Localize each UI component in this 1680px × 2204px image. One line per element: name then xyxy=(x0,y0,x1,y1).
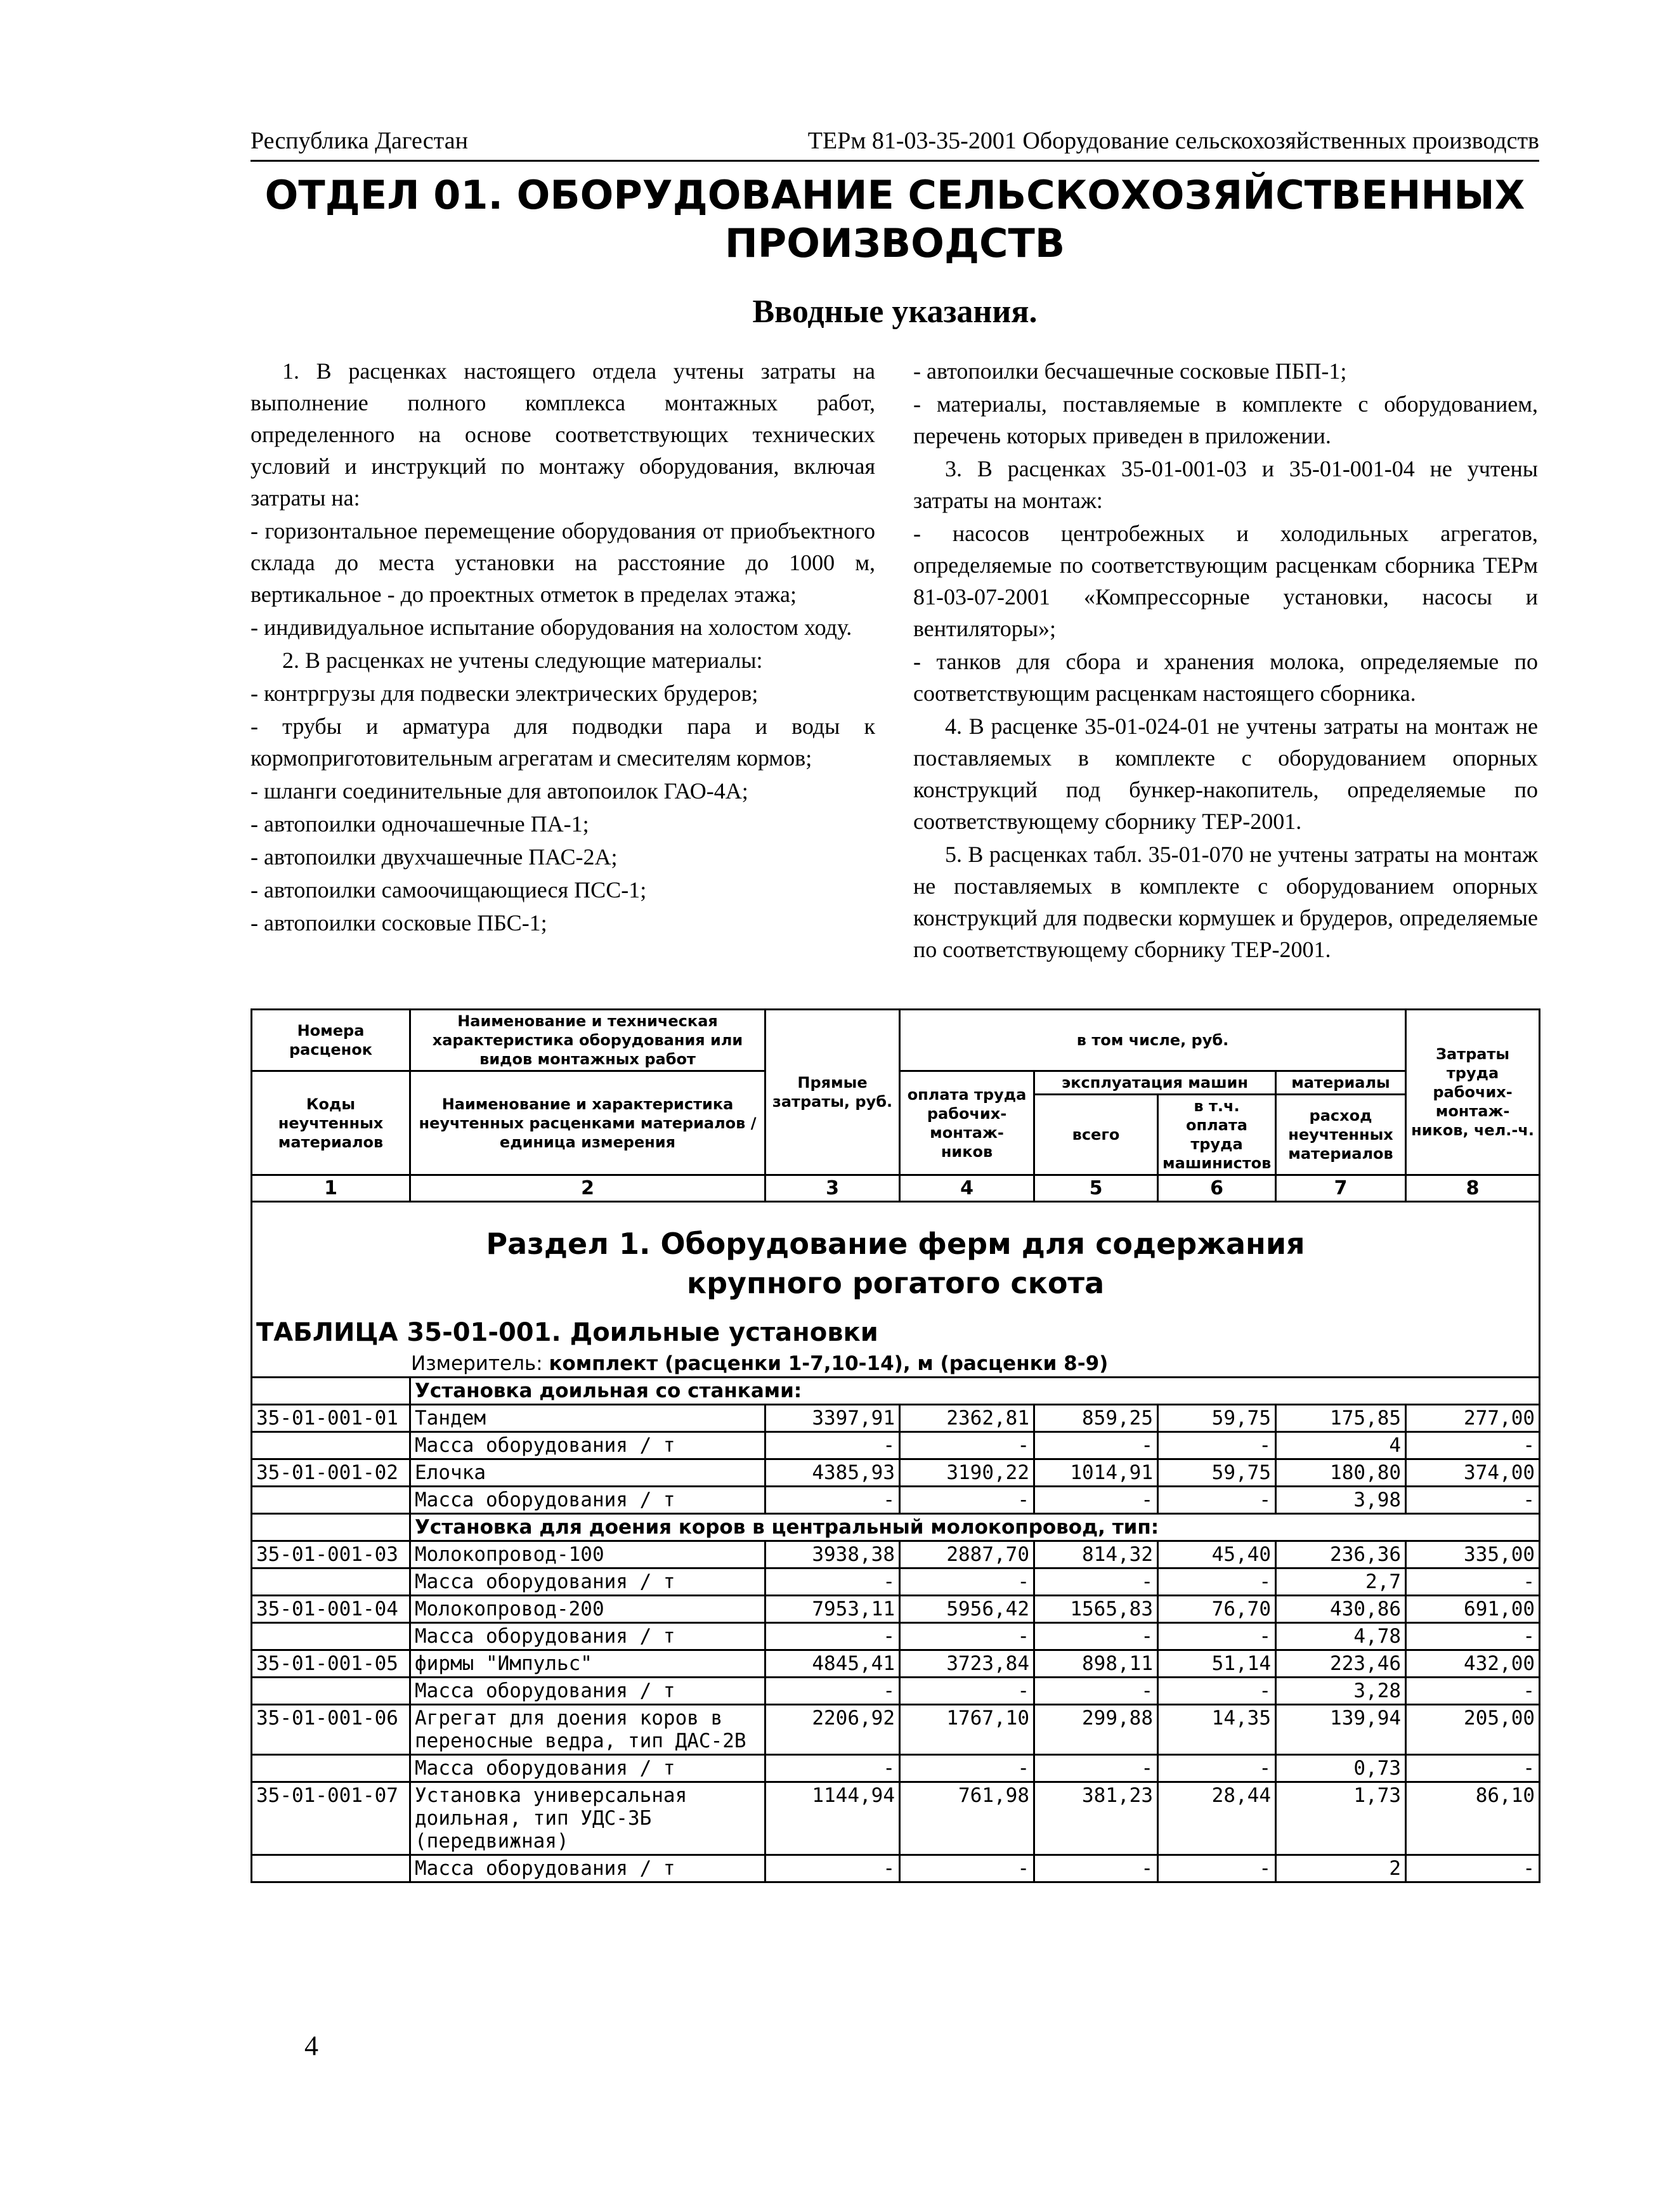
dash: - xyxy=(1034,1678,1158,1705)
measure-value: комплект (расценки 1-7,10-14), м (расценки 8-9) xyxy=(549,1352,1109,1375)
paragraph: 3. В расценках 35-01-001-03 и 35-01-001-04 не учтены затраты на монтаж: xyxy=(913,456,1538,513)
col-number: 8 xyxy=(1406,1175,1540,1202)
paragraph: - контргрузы для подвески электрических брудеров; xyxy=(251,681,759,706)
direct-cost: 4845,41 xyxy=(765,1650,900,1678)
paragraph: 5. В расценках табл. 35-01-070 не учтены затраты на монтаж не поставляемых в комплекте с оборудованием опорных конструкций для подвески кормушек и брудеров, определяемые по соответствующему сборнику ТЕР-2001. xyxy=(913,842,1538,962)
mass-label: Масса оборудования / т xyxy=(410,1432,765,1459)
col-header-including: в том числе, руб. xyxy=(900,1010,1406,1071)
materials-cost: 1,73 xyxy=(1276,1782,1406,1855)
rate-code: 35-01-001-05 xyxy=(252,1650,410,1678)
dash: - xyxy=(1406,1568,1540,1596)
dash: - xyxy=(765,1568,900,1596)
labor-hours: 86,10 xyxy=(1406,1782,1540,1855)
col-header-name: Наименование и техническая характеристика оборудования или видов монтажных работ xyxy=(410,1010,765,1071)
col-number: 1 xyxy=(252,1175,410,1202)
col-header-numbers: Номера расценок xyxy=(252,1010,410,1071)
rates-table xyxy=(251,1008,1540,1883)
rate-code: 35-01-001-02 xyxy=(252,1459,410,1487)
dash: - xyxy=(765,1855,900,1882)
labor-pay: 1767,10 xyxy=(900,1705,1034,1755)
mass-value: 0,73 xyxy=(1276,1755,1406,1782)
labor-hours: 335,00 xyxy=(1406,1541,1540,1568)
labor-hours: 205,00 xyxy=(1406,1705,1540,1755)
mass-value: 4 xyxy=(1276,1432,1406,1459)
dash: - xyxy=(1158,1678,1276,1705)
machinist-pay: 14,35 xyxy=(1158,1705,1276,1755)
running-header xyxy=(251,122,1539,162)
col-header-materials: материалы xyxy=(1276,1071,1406,1095)
mass-label: Масса оборудования / т xyxy=(410,1623,765,1650)
paragraph: - автопоилки самоочищающиеся ПСС-1; xyxy=(251,877,647,903)
dash: - xyxy=(900,1432,1034,1459)
col-number: 6 xyxy=(1158,1175,1276,1202)
title-line-2: ПРОИЗВОДСТВ xyxy=(724,220,1065,266)
dash: - xyxy=(1406,1755,1540,1782)
direct-cost: 4385,93 xyxy=(765,1459,900,1487)
dash: - xyxy=(1034,1568,1158,1596)
machinist-pay: 45,40 xyxy=(1158,1541,1276,1568)
labor-hours: 691,00 xyxy=(1406,1596,1540,1623)
mass-label: Масса оборудования / т xyxy=(410,1487,765,1514)
paragraph: - индивидуальное испытание оборудования на холостом ходу. xyxy=(251,615,852,640)
introduction-right-column xyxy=(913,355,1538,967)
dash: - xyxy=(900,1487,1034,1514)
dash: - xyxy=(1158,1755,1276,1782)
dash: - xyxy=(765,1678,900,1705)
direct-cost: 3938,38 xyxy=(765,1541,900,1568)
empty-cell xyxy=(252,1514,410,1541)
mass-value: 2 xyxy=(1276,1855,1406,1882)
mass-value: 3,28 xyxy=(1276,1678,1406,1705)
col-header-codes: Коды неучтенных материалов xyxy=(252,1071,410,1175)
dash: - xyxy=(765,1755,900,1782)
machine-cost: 299,88 xyxy=(1034,1705,1158,1755)
machinist-pay: 28,44 xyxy=(1158,1782,1276,1855)
page-title xyxy=(251,171,1539,268)
header-document-code: ТЕРм 81-03-35-2001 Оборудование сельскохозяйственных производств xyxy=(807,127,1539,154)
direct-cost: 1144,94 xyxy=(765,1782,900,1855)
machine-cost: 1014,91 xyxy=(1034,1459,1158,1487)
dash: - xyxy=(900,1855,1034,1882)
rate-name: фирмы "Импульс" xyxy=(410,1650,765,1678)
labor-pay: 3723,84 xyxy=(900,1650,1034,1678)
mass-label: Масса оборудования / т xyxy=(410,1678,765,1705)
direct-cost: 3397,91 xyxy=(765,1405,900,1432)
empty-cell xyxy=(252,1378,410,1405)
machinist-pay: 59,75 xyxy=(1158,1405,1276,1432)
section-title xyxy=(252,1202,1540,1305)
machine-cost: 859,25 xyxy=(1034,1405,1158,1432)
empty-cell xyxy=(252,1568,410,1596)
col-header-direct: Прямые затраты, руб. xyxy=(765,1010,900,1175)
dash: - xyxy=(1158,1432,1276,1459)
dash: - xyxy=(765,1432,900,1459)
measure-line xyxy=(252,1351,1540,1378)
dash: - xyxy=(900,1755,1034,1782)
mass-value: 3,98 xyxy=(1276,1487,1406,1514)
materials-cost: 223,46 xyxy=(1276,1650,1406,1678)
labor-pay: 5956,42 xyxy=(900,1596,1034,1623)
title-line-1: ОТДЕЛ 01. ОБОРУДОВАНИЕ СЕЛЬСКОХОЗЯЙСТВЕННЫХ xyxy=(264,172,1525,218)
col-header-labor: Затраты труда рабочих-монтаж-ников, чел.-ч. xyxy=(1406,1010,1540,1175)
dash: - xyxy=(1158,1568,1276,1596)
mass-label: Масса оборудования / т xyxy=(410,1755,765,1782)
dash: - xyxy=(900,1568,1034,1596)
paragraph: 4. В расценке 35-01-024-01 не учтены затраты на монтаж не поставляемых в комплекте с оборудованием опорных конструкций под бункер-накопитель, определяемые по соответствующему сборнику ТЕР-2001. xyxy=(913,714,1538,834)
rate-code: 35-01-001-04 xyxy=(252,1596,410,1623)
paragraph: - материалы, поставляемые в комплекте с оборудованием, перечень которых приведен в приложении. xyxy=(913,391,1538,448)
measure-label: Измеритель: xyxy=(411,1352,543,1375)
dash: - xyxy=(1034,1487,1158,1514)
group-heading: Установка доильная со станками: xyxy=(410,1378,1540,1405)
direct-cost: 2206,92 xyxy=(765,1705,900,1755)
col-header-material-use: расход неучтенных материалов xyxy=(1276,1095,1406,1175)
rate-code: 35-01-001-06 xyxy=(252,1705,410,1755)
machinist-pay: 51,14 xyxy=(1158,1650,1276,1678)
paragraph: - автопоилки сосковые ПБС-1; xyxy=(251,910,547,936)
dash: - xyxy=(1406,1678,1540,1705)
paragraph: - автопоилки одночашечные ПА-1; xyxy=(251,811,589,837)
col-number: 5 xyxy=(1034,1175,1158,1202)
col-number: 3 xyxy=(765,1175,900,1202)
paragraph: - трубы и арматура для подводки пара и воды к кормоприготовительным агрегатам и смесителям кормов; xyxy=(251,714,875,771)
empty-cell xyxy=(252,1623,410,1650)
dash: - xyxy=(1406,1432,1540,1459)
machinist-pay: 59,75 xyxy=(1158,1459,1276,1487)
col-header-total: всего xyxy=(1034,1095,1158,1175)
section-title-line-1: Раздел 1. Оборудование ферм для содержания xyxy=(486,1227,1305,1261)
rate-code: 35-01-001-01 xyxy=(252,1405,410,1432)
col-header-machines: эксплуатация машин xyxy=(1034,1071,1276,1095)
group-heading: Установка для доения коров в центральный молокопровод, тип: xyxy=(410,1514,1540,1541)
dash: - xyxy=(900,1678,1034,1705)
col-header-pay: оплата труда рабочих-монтаж-ников xyxy=(900,1071,1034,1175)
materials-cost: 180,80 xyxy=(1276,1459,1406,1487)
labor-pay: 3190,22 xyxy=(900,1459,1034,1487)
machine-cost: 1565,83 xyxy=(1034,1596,1158,1623)
header-region: Республика Дагестан xyxy=(251,127,468,154)
empty-cell xyxy=(252,1432,410,1459)
materials-cost: 430,86 xyxy=(1276,1596,1406,1623)
rate-name: Молокопровод-200 xyxy=(410,1596,765,1623)
rate-code: 35-01-001-03 xyxy=(252,1541,410,1568)
mass-label: Масса оборудования / т xyxy=(410,1855,765,1882)
paragraph: 1. В расценках настоящего отдела учтены затраты на выполнение полного комплекса монтажных работ, определенного на основе соответствующих технических условий и инструкций по монтажу оборудования, включая затраты на: xyxy=(251,358,875,511)
mass-label: Масса оборудования / т xyxy=(410,1568,765,1596)
machinist-pay: 76,70 xyxy=(1158,1596,1276,1623)
rate-name: Установка универсальная доильная, тип УДС-3Б (передвижная) xyxy=(410,1782,765,1855)
labor-hours: 277,00 xyxy=(1406,1405,1540,1432)
rate-name: Агрегат для доения коров в переносные ведра, тип ДАС-2В xyxy=(410,1705,765,1755)
dash: - xyxy=(1158,1487,1276,1514)
dash: - xyxy=(1034,1755,1158,1782)
dash: - xyxy=(765,1623,900,1650)
introduction-heading: Вводные указания. xyxy=(752,294,1038,330)
introduction-left-column xyxy=(251,355,875,940)
dash: - xyxy=(1034,1432,1158,1459)
labor-hours: 374,00 xyxy=(1406,1459,1540,1487)
machine-cost: 898,11 xyxy=(1034,1650,1158,1678)
paragraph: - автопоилки двухчашечные ПАС-2А; xyxy=(251,844,618,870)
rate-name: Елочка xyxy=(410,1459,765,1487)
paragraph: - автопоилки бесчашечные сосковые ПБП-1; xyxy=(913,358,1347,384)
materials-cost: 175,85 xyxy=(1276,1405,1406,1432)
dash: - xyxy=(1158,1623,1276,1650)
dash: - xyxy=(1034,1855,1158,1882)
dash: - xyxy=(765,1487,900,1514)
dash: - xyxy=(1406,1855,1540,1882)
paragraph: - танков для сбора и хранения молока, определяемые по соответствующим расценкам настоящего сборника. xyxy=(913,649,1538,706)
rate-name: Молокопровод-100 xyxy=(410,1541,765,1568)
col-number: 7 xyxy=(1276,1175,1406,1202)
labor-pay: 761,98 xyxy=(900,1782,1034,1855)
empty-cell xyxy=(252,1678,410,1705)
col-header-name2: Наименование и характеристика неучтенных расценками материалов / единица измерения xyxy=(410,1071,765,1175)
labor-pay: 2887,70 xyxy=(900,1541,1034,1568)
dash: - xyxy=(1406,1487,1540,1514)
paragraph: - горизонтальное перемещение оборудования от приобъектного склада до места установки на расстояние до 1000 м, вертикальное - до проектных отметок в пределах этажа; xyxy=(251,518,875,607)
machine-cost: 814,32 xyxy=(1034,1541,1158,1568)
table-title: ТАБЛИЦА 35-01-001. Доильные установки xyxy=(252,1304,1540,1351)
dash: - xyxy=(900,1623,1034,1650)
col-number: 4 xyxy=(900,1175,1034,1202)
paragraph: - насосов центробежных и холодильных агрегатов, определяемые по соответствующим расценкам сборника ТЕРм 81-03-07-2001 «Компрессорные установки, насосы и вентиляторы»; xyxy=(913,521,1538,641)
paragraph: - шланги соединительные для автопоилок ГАО-4А; xyxy=(251,778,748,804)
empty-cell xyxy=(252,1755,410,1782)
mass-value: 2,7 xyxy=(1276,1568,1406,1596)
rate-code: 35-01-001-07 xyxy=(252,1782,410,1855)
labor-hours: 432,00 xyxy=(1406,1650,1540,1678)
col-header-machinist-pay: в т.ч. оплата труда машинистов xyxy=(1158,1095,1276,1175)
paragraph: 2. В расценках не учтены следующие материалы: xyxy=(282,648,763,673)
materials-cost: 139,94 xyxy=(1276,1705,1406,1755)
machine-cost: 381,23 xyxy=(1034,1782,1158,1855)
empty-cell xyxy=(252,1487,410,1514)
mass-value: 4,78 xyxy=(1276,1623,1406,1650)
empty-cell xyxy=(252,1855,410,1882)
labor-pay: 2362,81 xyxy=(900,1405,1034,1432)
materials-cost: 236,36 xyxy=(1276,1541,1406,1568)
dash: - xyxy=(1034,1623,1158,1650)
dash: - xyxy=(1406,1623,1540,1650)
dash: - xyxy=(1158,1855,1276,1882)
direct-cost: 7953,11 xyxy=(765,1596,900,1623)
section-title-line-2: крупного рогатого скота xyxy=(686,1266,1105,1300)
page-number: 4 xyxy=(304,2030,318,2061)
rate-name: Тандем xyxy=(410,1405,765,1432)
col-number: 2 xyxy=(410,1175,765,1202)
